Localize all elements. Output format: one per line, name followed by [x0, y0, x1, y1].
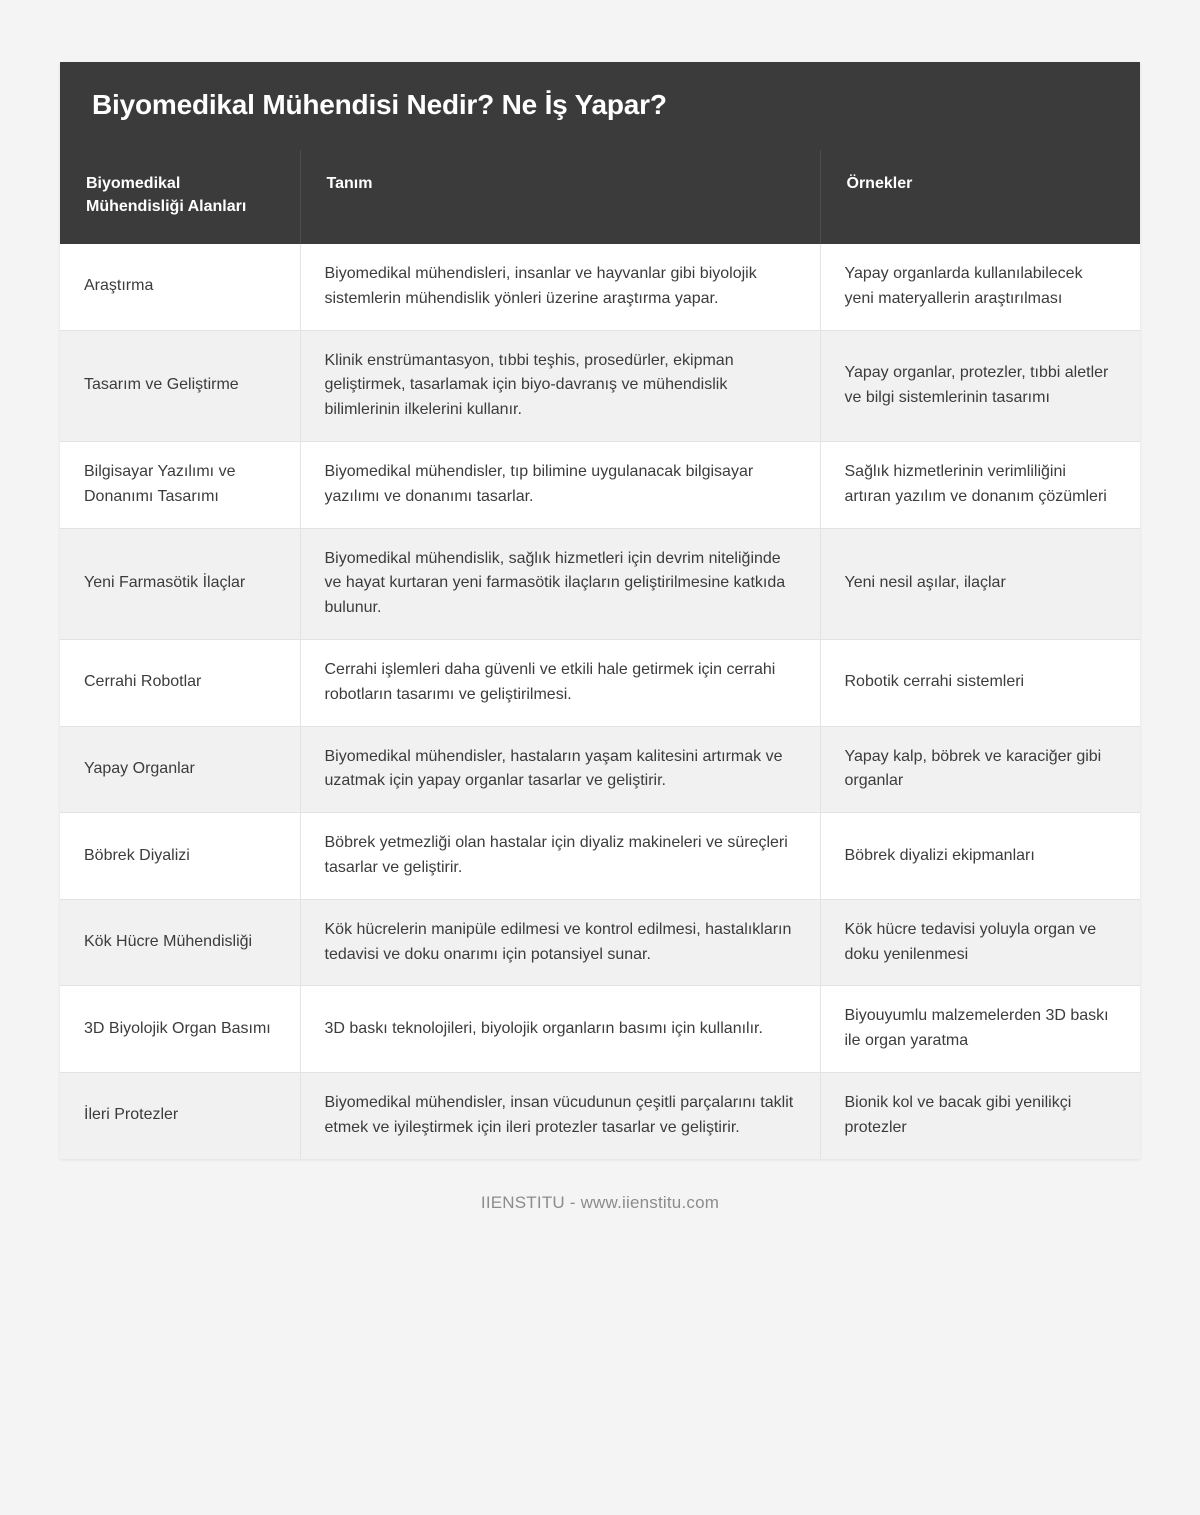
row-examples: Bionik kol ve bacak gibi yenilikçi protezler — [820, 1072, 1140, 1158]
row-definition: Biyomedikal mühendisler, tıp bilimine uygulanacak bilgisayar yazılımı ve donanımı tasarlar. — [300, 441, 820, 528]
footer-attribution: IIENSTITU - www.iienstitu.com — [480, 1192, 720, 1212]
row-area: Cerrahi Robotlar — [60, 639, 300, 726]
title-bar — [60, 62, 1140, 150]
row-examples: Sağlık hizmetlerinin verimliliğini artıran yazılım ve donanım çözümleri — [820, 441, 1140, 528]
row-area: Bilgisayar Yazılımı ve Donanımı Tasarımı — [60, 441, 300, 528]
table-row — [60, 639, 1140, 726]
row-area: Böbrek Diyalizi — [60, 813, 300, 900]
table-row — [60, 726, 1140, 813]
row-definition: Biyomedikal mühendislik, sağlık hizmetleri için devrim niteliğinde ve hayat kurtaran yeni farmasötik ilaçların geliştirilmesine katkıda bulunur. — [300, 528, 820, 639]
row-definition: Böbrek yetmezliği olan hastalar için diyaliz makineleri ve süreçleri tasarlar ve geliştirir. — [300, 813, 820, 900]
row-definition: 3D baskı teknolojileri, biyolojik organların basımı için kullanılır. — [300, 986, 820, 1073]
row-examples: Yapay kalp, böbrek ve karaciğer gibi organlar — [820, 726, 1140, 813]
table-row — [60, 986, 1140, 1073]
table-body — [60, 244, 1140, 1159]
table-row — [60, 330, 1140, 441]
table-row — [60, 899, 1140, 986]
row-definition: Biyomedikal mühendisler, insan vücudunun çeşitli parçalarını taklit etmek ve iyileştirmek için ileri protezler tasarlar ve geliştirir. — [300, 1072, 820, 1158]
row-definition: Kök hücrelerin manipüle edilmesi ve kontrol edilmesi, hastalıkların tedavisi ve doku onarımı için potansiyel sunar. — [300, 899, 820, 986]
row-examples: Yeni nesil aşılar, ilaçlar — [820, 528, 1140, 639]
content-card — [60, 62, 1140, 1159]
table-row — [60, 813, 1140, 900]
biomedical-fields-table — [60, 150, 1140, 1159]
row-examples: Yapay organlar, protezler, tıbbi aletler ve bilgi sistemlerinin tasarımı — [820, 330, 1140, 441]
row-area: 3D Biyolojik Organ Basımı — [60, 986, 300, 1073]
row-examples: Kök hücre tedavisi yoluyla organ ve doku yenilenmesi — [820, 899, 1140, 986]
table-row — [60, 528, 1140, 639]
table-row — [60, 244, 1140, 330]
row-area: Tasarım ve Geliştirme — [60, 330, 300, 441]
column-header-definition: Tanım — [300, 150, 820, 244]
row-definition: Biyomedikal mühendisler, hastaların yaşam kalitesini artırmak ve uzatmak için yapay organlar tasarlar ve geliştirir. — [300, 726, 820, 813]
row-area: İleri Protezler — [60, 1072, 300, 1158]
row-definition: Klinik enstrümantasyon, tıbbi teşhis, prosedürler, ekipman geliştirmek, tasarlamak için biyo-davranış ve mühendislik bilimlerinin ilkelerini kullanır. — [300, 330, 820, 441]
table-header-row — [60, 150, 1140, 244]
table-header — [60, 150, 1140, 244]
page-title: Biyomedikal Mühendisi Nedir? Ne İş Yapar? — [92, 89, 667, 120]
row-area: Kök Hücre Mühendisliği — [60, 899, 300, 986]
row-definition: Biyomedikal mühendisleri, insanlar ve hayvanlar gibi biyolojik sistemlerin mühendislik yönleri üzerine araştırma yapar. — [300, 244, 820, 330]
row-examples: Robotik cerrahi sistemleri — [820, 639, 1140, 726]
table-row — [60, 441, 1140, 528]
row-examples: Biyouyumlu malzemelerden 3D baskı ile organ yaratma — [820, 986, 1140, 1073]
row-area: Araştırma — [60, 244, 300, 330]
row-definition: Cerrahi işlemleri daha güvenli ve etkili hale getirmek için cerrahi robotların tasarımı ve geliştirilmesi. — [300, 639, 820, 726]
row-area: Yapay Organlar — [60, 726, 300, 813]
table-row — [60, 1072, 1140, 1158]
row-examples: Böbrek diyalizi ekipmanları — [820, 813, 1140, 900]
row-area: Yeni Farmasötik İlaçlar — [60, 528, 300, 639]
column-header-examples: Örnekler — [820, 150, 1140, 244]
row-examples: Yapay organlarda kullanılabilecek yeni materyallerin araştırılması — [820, 244, 1140, 330]
column-header-areas: Biyomedikal Mühendisliği Alanları — [60, 150, 300, 244]
